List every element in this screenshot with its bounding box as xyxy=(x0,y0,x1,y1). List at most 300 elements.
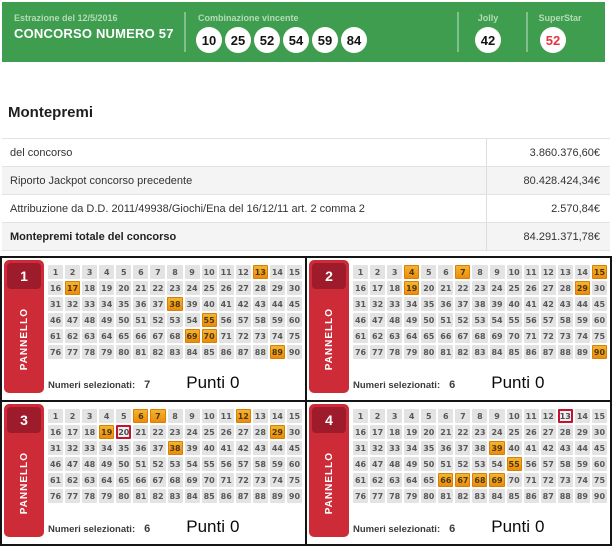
number-cell: 48 xyxy=(82,457,97,471)
number-cell: 11 xyxy=(524,265,539,279)
pannello-sidebar xyxy=(4,260,44,393)
number-cell: 85 xyxy=(507,345,522,359)
number-cell: 22 xyxy=(455,425,470,439)
number-cell: 84 xyxy=(185,345,200,359)
number-cell: 8 xyxy=(167,265,182,279)
number-cell: 30 xyxy=(287,281,302,295)
draw-date: Estrazione del 12/5/2016 xyxy=(14,13,118,23)
number-cell: 3 xyxy=(82,265,97,279)
montepremi-table xyxy=(2,138,610,251)
number-cell: 31 xyxy=(353,297,368,311)
number-cell: 4 xyxy=(99,409,114,423)
number-cell: 79 xyxy=(404,345,419,359)
number-cell: 25 xyxy=(507,425,522,439)
number-cell: 56 xyxy=(524,313,539,327)
number-cell: 24 xyxy=(489,425,504,439)
number-cell: 90 xyxy=(287,345,302,359)
number-cell: 9 xyxy=(185,265,200,279)
number-cell: 75 xyxy=(287,329,302,343)
number-cell: 69 xyxy=(490,329,505,343)
number-cell: 86 xyxy=(524,345,539,359)
number-cell: 58 xyxy=(253,313,268,327)
number-cell: 15 xyxy=(287,265,302,279)
number-cell: 47 xyxy=(370,313,385,327)
montepremi-row-value: 2.570,84€ xyxy=(486,195,610,222)
number-cell: 57 xyxy=(541,457,556,471)
number-cell: 4 xyxy=(404,265,419,279)
number-cell: 90 xyxy=(287,489,302,503)
number-cell: 6 xyxy=(133,409,148,423)
number-cell: 9 xyxy=(489,409,504,423)
number-cell: 76 xyxy=(48,345,63,359)
points-label: Punti xyxy=(491,373,530,392)
number-cell: 29 xyxy=(270,425,285,439)
number-cell: 69 xyxy=(185,329,200,343)
number-cell: 68 xyxy=(472,473,487,487)
pannello-number-badge: 3 xyxy=(7,407,41,433)
number-cell: 80 xyxy=(421,345,436,359)
number-cell: 54 xyxy=(185,457,200,471)
number-cell: 7 xyxy=(150,265,165,279)
number-cell: 78 xyxy=(82,345,97,359)
number-cell: 61 xyxy=(48,329,63,343)
number-grid xyxy=(48,409,302,503)
number-cell: 47 xyxy=(65,457,80,471)
number-cell: 51 xyxy=(133,457,148,471)
number-cell: 40 xyxy=(507,297,522,311)
number-cell: 26 xyxy=(219,281,234,295)
number-cell: 17 xyxy=(65,281,80,295)
number-cell: 84 xyxy=(490,345,505,359)
number-cell: 21 xyxy=(133,281,148,295)
number-cell: 77 xyxy=(370,489,385,503)
number-cell: 84 xyxy=(489,489,504,503)
number-cell: 55 xyxy=(202,457,217,471)
number-cell: 81 xyxy=(438,345,453,359)
number-cell: 51 xyxy=(438,313,453,327)
number-cell: 27 xyxy=(236,425,251,439)
number-cell: 28 xyxy=(253,281,268,295)
number-cell: 79 xyxy=(404,489,419,503)
number-cell: 45 xyxy=(592,441,607,455)
number-cell: 64 xyxy=(404,329,419,343)
number-cell: 46 xyxy=(48,457,63,471)
montepremi-row-label: Attribuzione da D.D. 2011/49938/Giochi/Ena del 16/12/11 art. 2 comma 2 xyxy=(10,202,365,215)
number-cell: 25 xyxy=(507,281,522,295)
number-cell: 74 xyxy=(575,473,590,487)
number-cell: 26 xyxy=(524,425,539,439)
number-cell: 60 xyxy=(592,313,607,327)
number-cell: 89 xyxy=(575,345,590,359)
number-cell: 23 xyxy=(472,425,487,439)
points-value: 0 xyxy=(229,373,240,392)
pannello-number-badge: 4 xyxy=(312,407,346,433)
winning-number-ball: 84 xyxy=(341,27,367,53)
number-cell: 5 xyxy=(421,409,436,423)
concorso-title: CONCORSO NUMERO 57 xyxy=(14,26,174,41)
number-cell: 67 xyxy=(455,329,470,343)
number-cell: 49 xyxy=(99,457,114,471)
number-cell: 44 xyxy=(270,441,285,455)
number-cell: 73 xyxy=(253,473,268,487)
number-cell: 19 xyxy=(404,281,419,295)
number-cell: 24 xyxy=(185,425,200,439)
number-cell: 30 xyxy=(592,281,607,295)
number-cell: 53 xyxy=(167,313,182,327)
number-cell: 83 xyxy=(168,489,183,503)
number-cell: 65 xyxy=(116,473,131,487)
number-cell: 37 xyxy=(150,441,165,455)
number-cell: 23 xyxy=(472,281,487,295)
number-cell: 6 xyxy=(438,265,453,279)
number-cell: 37 xyxy=(455,297,470,311)
number-cell: 39 xyxy=(185,441,200,455)
number-cell: 89 xyxy=(575,489,590,503)
number-cell: 7 xyxy=(455,409,470,423)
number-cell: 57 xyxy=(236,313,251,327)
number-cell: 11 xyxy=(524,409,539,423)
number-cell: 13 xyxy=(253,409,268,423)
superstar-number-ball: 52 xyxy=(540,27,566,53)
winning-number-ball: 52 xyxy=(254,27,280,53)
pannello-sidebar xyxy=(309,404,349,537)
number-cell: 13 xyxy=(558,265,573,279)
number-cell: 76 xyxy=(353,489,368,503)
number-cell: 38 xyxy=(167,297,182,311)
montepremi-row-label: Riporto Jackpot concorso precedente xyxy=(10,174,193,187)
combination-label: Combinazione vincente xyxy=(198,13,299,23)
number-cell: 9 xyxy=(185,409,200,423)
number-cell: 79 xyxy=(99,489,114,503)
number-cell: 43 xyxy=(253,441,268,455)
number-cell: 35 xyxy=(421,441,436,455)
number-cell: 29 xyxy=(575,425,590,439)
pannello-label-text: PANNELLO xyxy=(323,308,335,371)
number-cell: 20 xyxy=(116,425,131,439)
number-cell: 45 xyxy=(287,297,302,311)
number-cell: 48 xyxy=(387,457,402,471)
number-cell: 1 xyxy=(48,265,63,279)
number-cell: 1 xyxy=(353,409,368,423)
number-cell: 50 xyxy=(116,313,131,327)
montepremi-row xyxy=(2,166,610,194)
number-cell: 74 xyxy=(575,329,590,343)
number-cell: 60 xyxy=(287,457,302,471)
number-cell: 60 xyxy=(287,313,302,327)
number-cell: 13 xyxy=(558,409,573,423)
superstar-label: SuperStar xyxy=(538,13,582,23)
number-cell: 3 xyxy=(387,265,402,279)
number-cell: 87 xyxy=(236,489,251,503)
number-cell: 16 xyxy=(353,281,368,295)
pannello-label-text: PANNELLO xyxy=(18,452,30,515)
number-cell: 11 xyxy=(219,409,234,423)
number-cell: 73 xyxy=(253,329,268,343)
number-cell: 33 xyxy=(82,441,97,455)
number-cell: 27 xyxy=(236,281,251,295)
number-cell: 37 xyxy=(150,297,165,311)
number-cell: 71 xyxy=(524,473,539,487)
number-cell: 47 xyxy=(370,457,385,471)
number-cell: 29 xyxy=(270,281,285,295)
number-cell: 50 xyxy=(421,457,436,471)
number-cell: 64 xyxy=(99,329,114,343)
number-cell: 53 xyxy=(472,313,487,327)
number-cell: 11 xyxy=(219,265,234,279)
number-cell: 22 xyxy=(150,425,165,439)
jolly-label: Jolly xyxy=(477,13,499,23)
number-cell: 22 xyxy=(150,281,165,295)
number-cell: 46 xyxy=(353,457,368,471)
number-cell: 56 xyxy=(219,457,234,471)
number-cell: 38 xyxy=(472,297,487,311)
pannello-number-badge: 2 xyxy=(312,263,346,289)
number-cell: 42 xyxy=(236,441,251,455)
number-cell: 66 xyxy=(438,329,453,343)
number-cell: 4 xyxy=(99,265,114,279)
number-cell: 8 xyxy=(472,409,487,423)
number-cell: 40 xyxy=(507,441,522,455)
number-cell: 88 xyxy=(253,489,268,503)
number-cell: 57 xyxy=(236,457,251,471)
number-cell: 72 xyxy=(236,473,251,487)
number-cell: 88 xyxy=(558,489,573,503)
winning-number-ball: 10 xyxy=(196,27,222,53)
points-value: 0 xyxy=(534,517,545,536)
number-cell: 31 xyxy=(48,297,63,311)
number-cell: 62 xyxy=(370,473,385,487)
points-label: Punti xyxy=(186,517,225,536)
number-cell: 49 xyxy=(99,313,114,327)
selected-count-value: 6 xyxy=(449,523,456,535)
number-cell: 34 xyxy=(404,441,419,455)
number-cell: 39 xyxy=(185,297,200,311)
number-cell: 3 xyxy=(82,409,97,423)
number-cell: 25 xyxy=(202,425,217,439)
number-cell: 31 xyxy=(353,441,368,455)
number-cell: 68 xyxy=(167,329,182,343)
number-cell: 66 xyxy=(438,473,453,487)
number-cell: 28 xyxy=(558,425,573,439)
number-cell: 39 xyxy=(490,297,505,311)
number-cell: 82 xyxy=(150,489,165,503)
pannello-label xyxy=(309,292,349,387)
selected-count-label: Numeri selezionati: xyxy=(353,380,441,391)
number-cell: 12 xyxy=(236,265,251,279)
number-cell: 78 xyxy=(82,489,97,503)
number-cell: 35 xyxy=(116,441,131,455)
number-cell: 38 xyxy=(472,441,487,455)
number-cell: 15 xyxy=(287,409,302,423)
number-cell: 3 xyxy=(387,409,402,423)
number-cell: 31 xyxy=(48,441,63,455)
number-cell: 43 xyxy=(253,297,268,311)
number-cell: 70 xyxy=(202,329,217,343)
number-cell: 40 xyxy=(202,441,217,455)
number-cell: 56 xyxy=(524,457,539,471)
number-cell: 29 xyxy=(575,281,590,295)
pannello-label xyxy=(4,436,44,531)
number-cell: 71 xyxy=(219,329,234,343)
montepremi-row-label: del concorso xyxy=(10,146,73,159)
number-cell: 36 xyxy=(133,441,148,455)
number-cell: 2 xyxy=(370,409,385,423)
selected-count-label: Numeri selezionati: xyxy=(353,524,441,535)
number-cell: 4 xyxy=(404,409,419,423)
number-cell: 33 xyxy=(387,441,402,455)
number-cell: 69 xyxy=(489,473,504,487)
number-cell: 90 xyxy=(592,489,607,503)
number-cell: 20 xyxy=(421,281,436,295)
number-cell: 38 xyxy=(168,441,183,455)
number-cell: 78 xyxy=(387,489,402,503)
number-cell: 19 xyxy=(99,281,114,295)
number-cell: 63 xyxy=(82,473,97,487)
number-cell: 21 xyxy=(438,281,453,295)
number-cell: 81 xyxy=(133,489,148,503)
number-cell: 10 xyxy=(202,409,217,423)
number-cell: 87 xyxy=(541,345,556,359)
number-cell: 87 xyxy=(541,489,556,503)
pannello-label xyxy=(4,292,44,387)
number-cell: 17 xyxy=(370,425,385,439)
number-cell: 74 xyxy=(270,329,285,343)
number-cell: 6 xyxy=(438,409,453,423)
points-value: 0 xyxy=(229,517,240,536)
number-cell: 55 xyxy=(507,457,522,471)
number-cell: 1 xyxy=(48,409,63,423)
selected-count-label: Numeri selezionati: xyxy=(48,380,136,391)
number-cell: 41 xyxy=(524,297,539,311)
number-cell: 67 xyxy=(455,473,470,487)
number-cell: 21 xyxy=(438,425,453,439)
panels-grid xyxy=(0,256,612,546)
number-cell: 44 xyxy=(270,297,285,311)
number-cell: 46 xyxy=(353,313,368,327)
number-cell: 16 xyxy=(353,425,368,439)
montepremi-row xyxy=(2,194,610,222)
number-cell: 88 xyxy=(558,345,573,359)
number-cell: 7 xyxy=(150,409,165,423)
number-cell: 85 xyxy=(202,489,217,503)
number-cell: 66 xyxy=(133,473,148,487)
number-cell: 56 xyxy=(219,313,234,327)
number-cell: 25 xyxy=(202,281,217,295)
number-cell: 61 xyxy=(353,473,368,487)
number-cell: 33 xyxy=(387,297,402,311)
panel-footer xyxy=(353,517,606,537)
number-cell: 49 xyxy=(404,457,419,471)
number-cell: 79 xyxy=(99,345,114,359)
number-cell: 34 xyxy=(99,441,114,455)
winning-number-ball: 25 xyxy=(225,27,251,53)
pannello-panel xyxy=(307,402,610,544)
number-cell: 7 xyxy=(455,265,470,279)
number-cell: 63 xyxy=(387,329,402,343)
montepremi-row-label: Montepremi totale del concorso xyxy=(10,230,177,243)
number-cell: 59 xyxy=(575,457,590,471)
points-label: Punti xyxy=(186,373,225,392)
number-cell: 88 xyxy=(253,345,268,359)
number-cell: 43 xyxy=(558,297,573,311)
number-cell: 77 xyxy=(370,345,385,359)
number-cell: 83 xyxy=(472,489,487,503)
number-cell: 69 xyxy=(185,473,200,487)
number-cell: 32 xyxy=(65,297,80,311)
number-cell: 14 xyxy=(575,409,590,423)
number-cell: 42 xyxy=(541,441,556,455)
number-cell: 28 xyxy=(558,281,573,295)
number-cell: 50 xyxy=(421,313,436,327)
number-cell: 82 xyxy=(455,345,470,359)
number-cell: 32 xyxy=(65,441,80,455)
montepremi-row-value: 80.428.424,34€ xyxy=(486,167,610,194)
number-cell: 21 xyxy=(133,425,148,439)
winning-number-ball: 59 xyxy=(312,27,338,53)
number-cell: 43 xyxy=(558,441,573,455)
number-cell: 5 xyxy=(116,265,131,279)
number-cell: 77 xyxy=(65,489,80,503)
pannello-panel xyxy=(2,258,305,400)
number-cell: 14 xyxy=(270,409,285,423)
number-cell: 90 xyxy=(592,345,607,359)
number-cell: 30 xyxy=(287,425,302,439)
number-cell: 36 xyxy=(438,297,453,311)
header-divider xyxy=(457,12,459,52)
number-cell: 83 xyxy=(167,345,182,359)
winning-number-ball: 54 xyxy=(283,27,309,53)
number-cell: 65 xyxy=(116,329,131,343)
montepremi-row xyxy=(2,222,610,250)
number-cell: 12 xyxy=(541,409,556,423)
number-cell: 14 xyxy=(270,265,285,279)
number-cell: 81 xyxy=(438,489,453,503)
number-cell: 70 xyxy=(507,329,522,343)
number-cell: 86 xyxy=(524,489,539,503)
winning-numbers xyxy=(196,27,367,53)
number-cell: 72 xyxy=(541,473,556,487)
selected-count-value: 6 xyxy=(449,379,456,391)
number-cell: 35 xyxy=(421,297,436,311)
number-cell: 15 xyxy=(592,409,607,423)
number-cell: 55 xyxy=(507,313,522,327)
pannello-number-badge: 1 xyxy=(7,263,41,289)
number-cell: 24 xyxy=(185,281,200,295)
points-value: 0 xyxy=(534,373,545,392)
number-cell: 42 xyxy=(236,297,251,311)
number-cell: 44 xyxy=(575,441,590,455)
number-grid xyxy=(353,409,607,503)
selected-count-label: Numeri selezionati: xyxy=(48,524,136,535)
pannello-panel xyxy=(307,258,610,400)
number-cell: 70 xyxy=(202,473,217,487)
montepremi-row xyxy=(2,138,610,166)
number-cell: 16 xyxy=(48,281,63,295)
number-cell: 52 xyxy=(455,457,470,471)
number-cell: 64 xyxy=(99,473,114,487)
number-cell: 20 xyxy=(421,425,436,439)
number-cell: 10 xyxy=(507,265,522,279)
number-cell: 44 xyxy=(575,297,590,311)
number-cell: 62 xyxy=(65,473,80,487)
pannello-sidebar xyxy=(309,260,349,393)
pannello-panel xyxy=(2,402,305,544)
number-cell: 70 xyxy=(507,473,522,487)
number-cell: 54 xyxy=(185,313,200,327)
number-cell: 62 xyxy=(370,329,385,343)
draw-header xyxy=(2,2,605,62)
number-cell: 16 xyxy=(48,425,63,439)
